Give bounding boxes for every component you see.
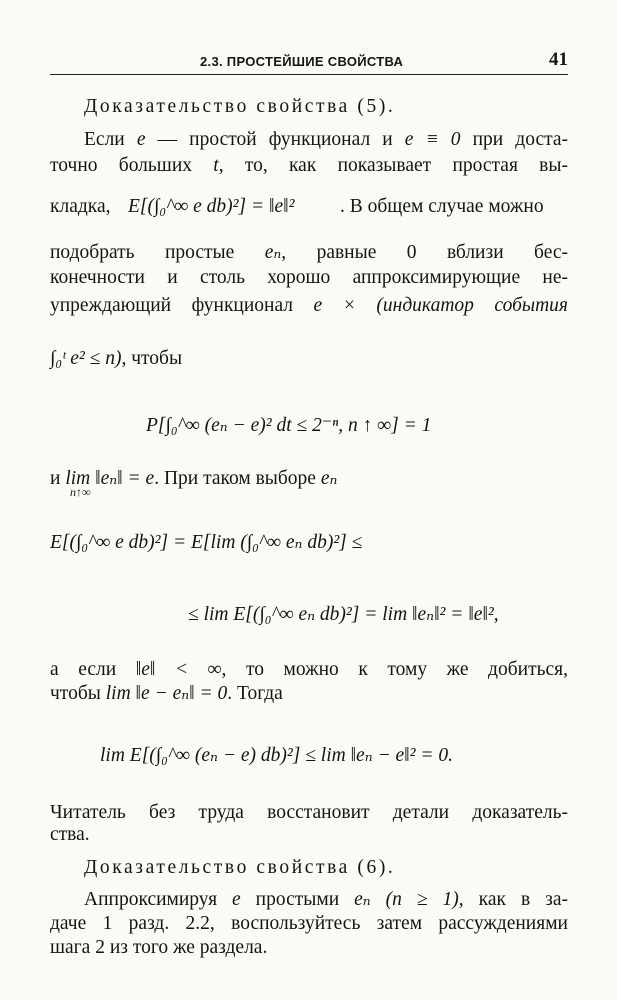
paragraph-1-line-3-prefix: кладка,	[50, 196, 111, 217]
formula-3-line-2: ≤ lim E[(∫₀^∞ eₙ db)²] = lim ‖eₙ‖² = ‖e‖²,	[188, 604, 499, 625]
paragraph-2-line-3: упреждающий функционал e × (индикатор события	[50, 295, 568, 316]
proof-6-heading: Доказательство свойства (6).	[84, 857, 396, 878]
event-indicator-formula: ∫₀ᵗ e² ≤ n)	[50, 348, 122, 369]
formula-2: P[∫₀^∞ (eₙ − e)² dt ≤ 2⁻ⁿ, n ↑ ∞] = 1	[146, 415, 432, 436]
paragraph-5-line-1: Читатель без труда восстановит детали доказатель-	[50, 802, 568, 823]
paragraph-1-line-2: точно больших t, то, как показывает простая вы-	[50, 155, 568, 176]
paragraph-1-line-1: Если e — простой функционал и e ≡ 0 при доста-	[84, 129, 569, 150]
paragraph-2-line-2: конечности и столь хорошо аппроксимирующие не-	[50, 267, 568, 288]
page-number: 41	[549, 49, 568, 70]
paragraph-4-line-1: а если ‖e‖ < ∞, то можно к тому же добиться,	[50, 659, 568, 680]
paragraph-6-line-2: даче 1 разд. 2.2, воспользуйтесь затем рассуждениями	[50, 913, 568, 934]
formula-3-line-1: E[(∫₀^∞ e db)²] = E[lim (∫₀^∞ eₙ db)²] ≤	[50, 532, 363, 553]
paragraph-3: и lim ‖eₙ‖ = e. При таком выборе eₙ	[50, 468, 338, 489]
paragraph-4-line-2: чтобы lim ‖e − eₙ‖ = 0. Тогда	[50, 683, 283, 704]
lim-subscript: n↑∞	[70, 485, 91, 499]
header-title: 2.3. ПРОСТЕЙШИЕ СВОЙСТВА	[200, 54, 404, 69]
paragraph-5-line-2: ства.	[50, 824, 90, 845]
paragraph-6-line-1: Аппроксимируя e простыми eₙ (n ≥ 1), как в за-	[84, 889, 568, 910]
lim-expression: lim ‖eₙ‖ = e	[65, 468, 155, 489]
paragraph-1-line-3-suffix: . В общем случае можно	[340, 196, 544, 217]
formula-4: lim E[(∫₀^∞ (eₙ − e) db)²] ≤ lim ‖eₙ − e‖² = 0.	[100, 745, 454, 766]
paragraph-6-line-3: шага 2 из того же раздела.	[50, 937, 268, 958]
paragraph-2-line-4: ∫₀ᵗ e² ≤ n), чтобы	[50, 348, 183, 369]
running-header	[50, 48, 568, 75]
proof-5-heading: Доказательство свойства (5).	[84, 96, 396, 117]
paragraph-2-line-1: подобрать простые eₙ, равные 0 вблизи бес-	[50, 242, 569, 263]
formula-1: E[(∫₀^∞ e db)²] = ‖e‖²	[128, 196, 295, 217]
